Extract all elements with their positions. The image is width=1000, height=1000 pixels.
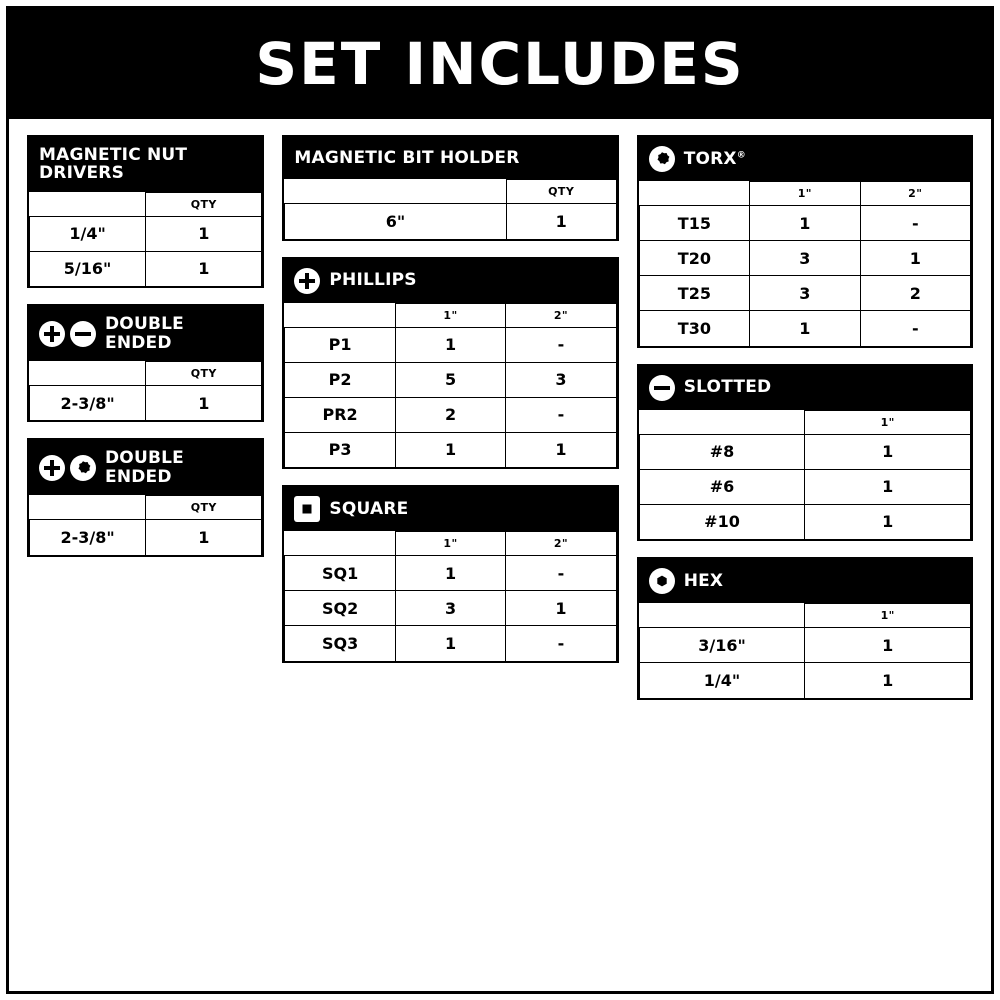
table-row <box>285 532 616 556</box>
column-header-1in: 1" <box>805 604 971 628</box>
row-qty-2in: - <box>506 556 616 591</box>
table-row <box>285 362 616 397</box>
row-label: #10 <box>639 504 805 539</box>
row-qty-1in: 1 <box>750 206 860 241</box>
column-header-1in: 1" <box>395 532 505 556</box>
square-icon <box>294 496 320 522</box>
table-header-double-ended-phillips-torx <box>29 440 262 495</box>
table-header-slotted <box>639 366 971 410</box>
poster-frame <box>6 6 994 994</box>
table-double-ended-phillips-slotted <box>27 304 264 422</box>
spacer-cell <box>30 192 146 216</box>
table-torx <box>637 135 973 348</box>
row-qty: 1 <box>146 251 262 286</box>
row-label: T25 <box>639 276 749 311</box>
column-header-qty: QTY <box>146 496 262 520</box>
row-label: #8 <box>639 434 805 469</box>
row-qty-1in: 3 <box>750 276 860 311</box>
row-qty-2in: 2 <box>860 276 970 311</box>
icon-group <box>39 321 96 347</box>
column-header-qty: QTY <box>146 361 262 385</box>
row-qty: 1 <box>146 385 262 420</box>
row-label: P3 <box>285 432 395 467</box>
column-header-qty: QTY <box>506 180 616 204</box>
table-row <box>30 251 262 286</box>
row-qty-2in: 1 <box>506 432 616 467</box>
slotted-icon <box>70 321 96 347</box>
table-square <box>282 485 618 663</box>
table-row <box>639 182 970 206</box>
title-bar <box>9 9 991 119</box>
row-qty-1in: 3 <box>750 241 860 276</box>
table-double-ended-phillips-torx <box>27 438 264 556</box>
data-grid <box>284 303 616 468</box>
row-label: 3/16" <box>639 628 805 663</box>
row-label: SQ2 <box>285 591 395 626</box>
icon-group <box>39 455 96 481</box>
spacer-cell <box>285 180 506 204</box>
table-header-magnetic-nut-drivers <box>29 137 262 192</box>
table-magnetic-nut-drivers <box>27 135 264 288</box>
table-title: DOUBLE ENDED <box>105 314 184 353</box>
row-qty-2in: 3 <box>506 362 616 397</box>
table-header-hex <box>639 559 971 603</box>
column-header-qty: QTY <box>146 192 262 216</box>
column-left <box>27 135 264 557</box>
row-qty-2in: - <box>506 626 616 661</box>
row-qty-1in: 1 <box>805 663 971 698</box>
spacer-cell <box>30 496 146 520</box>
table-header-double-ended-phillips-slotted <box>29 306 262 361</box>
row-qty-1in: 1 <box>805 469 971 504</box>
table-row <box>285 556 616 591</box>
phillips-icon <box>294 268 320 294</box>
row-label: 1/4" <box>639 663 805 698</box>
row-label: PR2 <box>285 397 395 432</box>
row-label: T30 <box>639 311 749 346</box>
table-row <box>639 504 970 539</box>
row-label: P2 <box>285 362 395 397</box>
table-row <box>30 192 262 216</box>
data-grid <box>639 181 971 346</box>
torx-icon <box>70 455 96 481</box>
table-row <box>285 303 616 327</box>
table-row <box>639 663 970 698</box>
row-label: #6 <box>639 469 805 504</box>
table-title: TORX® <box>683 148 746 169</box>
row-qty-1in: 1 <box>750 311 860 346</box>
hex-icon <box>649 568 675 594</box>
spacer-cell <box>639 410 805 434</box>
phillips-icon <box>39 455 65 481</box>
table-title: SQUARE <box>329 498 409 519</box>
table-row <box>30 385 262 420</box>
table-title: MAGNETIC NUT DRIVERS <box>39 145 188 184</box>
row-qty-2in: 1 <box>506 591 616 626</box>
row-label: 5/16" <box>30 251 146 286</box>
columns-wrapper <box>27 135 973 700</box>
row-label: SQ3 <box>285 626 395 661</box>
row-qty-2in: - <box>506 327 616 362</box>
table-row <box>30 216 262 251</box>
row-label: 6" <box>285 204 506 239</box>
table-row <box>30 361 262 385</box>
data-grid <box>639 410 971 540</box>
row-qty: 1 <box>506 204 616 239</box>
page-title: SET INCLUDES <box>255 30 745 98</box>
row-qty-1in: 1 <box>805 434 971 469</box>
table-row <box>639 276 970 311</box>
table-row <box>285 397 616 432</box>
table-row <box>285 591 616 626</box>
phillips-icon <box>39 321 65 347</box>
table-title: DOUBLE ENDED <box>105 448 184 487</box>
row-qty-1in: 3 <box>395 591 505 626</box>
spacer-cell <box>285 532 395 556</box>
data-grid <box>29 495 262 555</box>
table-row <box>30 520 262 555</box>
table-row <box>639 410 970 434</box>
row-qty: 1 <box>146 520 262 555</box>
spacer-cell <box>639 182 749 206</box>
row-qty-1in: 2 <box>395 397 505 432</box>
table-hex <box>637 557 973 700</box>
spacer-cell <box>30 361 146 385</box>
table-row <box>639 241 970 276</box>
row-label: 1/4" <box>30 216 146 251</box>
data-grid <box>29 192 262 287</box>
row-qty-2in: - <box>860 206 970 241</box>
table-row <box>639 434 970 469</box>
row-qty: 1 <box>146 216 262 251</box>
row-qty-1in: 1 <box>805 628 971 663</box>
table-row <box>285 327 616 362</box>
data-grid <box>639 603 971 698</box>
row-qty-2in: - <box>860 311 970 346</box>
data-grid <box>284 531 616 661</box>
column-middle <box>282 135 618 663</box>
registered-mark: ® <box>736 150 746 161</box>
tables-content <box>9 119 991 991</box>
data-grid <box>29 361 262 421</box>
table-title: SLOTTED <box>683 377 772 398</box>
table-header-magnetic-bit-holder <box>284 137 616 179</box>
table-header-phillips <box>284 259 616 303</box>
table-row <box>639 311 970 346</box>
column-right <box>637 135 973 700</box>
row-label: 2-3/8" <box>30 385 146 420</box>
row-label: P1 <box>285 327 395 362</box>
table-title: HEX <box>683 570 724 591</box>
row-label: T15 <box>639 206 749 241</box>
table-title: MAGNETIC BIT HOLDER <box>294 147 520 168</box>
row-label: 2-3/8" <box>30 520 146 555</box>
table-row <box>285 432 616 467</box>
column-header-1in: 1" <box>395 303 505 327</box>
column-header-2in: 2" <box>506 532 616 556</box>
row-qty-2in: - <box>506 397 616 432</box>
table-phillips <box>282 257 618 470</box>
column-header-1in: 1" <box>750 182 860 206</box>
row-qty-1in: 1 <box>395 626 505 661</box>
row-label: SQ1 <box>285 556 395 591</box>
row-label: T20 <box>639 241 749 276</box>
table-row <box>639 604 970 628</box>
data-grid <box>284 179 616 239</box>
table-title: PHILLIPS <box>329 270 417 291</box>
table-row <box>285 180 616 204</box>
table-header-square <box>284 487 616 531</box>
torx-icon <box>649 146 675 172</box>
table-magnetic-bit-holder <box>282 135 618 241</box>
table-row <box>639 628 970 663</box>
table-row <box>285 204 616 239</box>
slotted-icon <box>649 375 675 401</box>
spacer-cell <box>285 303 395 327</box>
table-row <box>639 206 970 241</box>
row-qty-1in: 1 <box>395 327 505 362</box>
table-row <box>30 496 262 520</box>
spacer-cell <box>639 604 805 628</box>
table-row <box>285 626 616 661</box>
column-header-1in: 1" <box>805 410 971 434</box>
table-header-torx <box>639 137 971 181</box>
column-header-2in: 2" <box>860 182 970 206</box>
row-qty-1in: 1 <box>395 432 505 467</box>
table-row <box>639 469 970 504</box>
row-qty-1in: 1 <box>805 504 971 539</box>
table-slotted <box>637 364 973 542</box>
row-qty-1in: 5 <box>395 362 505 397</box>
row-qty-1in: 1 <box>395 556 505 591</box>
column-header-2in: 2" <box>506 303 616 327</box>
row-qty-2in: 1 <box>860 241 970 276</box>
